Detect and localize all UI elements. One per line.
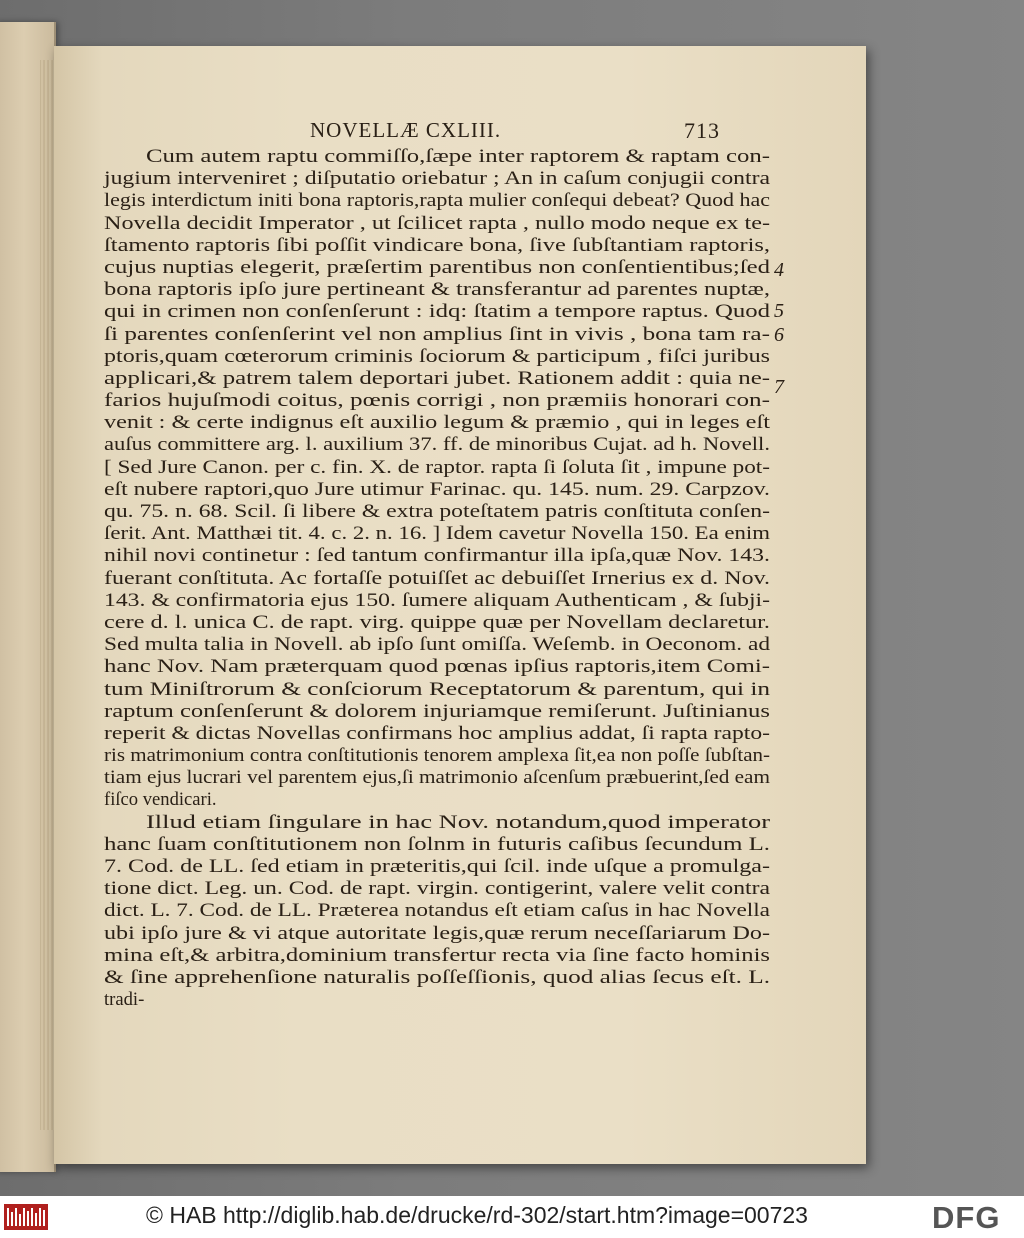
text-line [104, 989, 770, 1011]
text-line-content: dict. L. 7. Cod. de LL. Præterea notandus eſt etiam caſus in hac Novella [104, 900, 770, 922]
text-line-content: ris matrimonium contra conſtitutionis tenorem amplexa ſit,ea non poſſe ſubſtan- [104, 745, 771, 767]
text-line-content: applicari,& patrem talem deportari jubet. Rationem addit : quia ne- [104, 367, 771, 389]
text-line [104, 789, 770, 811]
text-line [104, 590, 770, 612]
text-line-content: tradi- [104, 989, 145, 1011]
text-line [104, 479, 770, 501]
text-line [104, 235, 770, 257]
text-line [104, 168, 770, 190]
text-line-content: hanc ſuam conſtitutionem non ſolnm in futuris caſibus ſecundum L. [104, 833, 770, 855]
text-line [104, 612, 770, 634]
text-line-content: ſerit. Ant. Matthæi tit. 4. c. 2. n. 16. ] Idem cavetur Novella 150. Ea enim [104, 523, 771, 545]
text-line [104, 213, 770, 235]
margin-number: 7 [774, 376, 784, 398]
text-line-content: jugium interveniret ; diſputatio oriebatur ; An in caſum conjugii contra [104, 168, 771, 190]
text-line [104, 767, 770, 789]
text-line [104, 701, 770, 723]
text-line-content: & ſine apprehenſione naturalis poſſeſſionis, quod alias ſecus eſt. L. [104, 966, 771, 988]
book-page [54, 46, 866, 1164]
text-line [104, 723, 770, 745]
text-line-content: bona raptoris ipſo jure pertineant & transferantur ad parentes nuptæ, [104, 279, 770, 301]
text-line-content: Novella decidit Imperator , ut ſcilicet rapta , nullo modo neque ex te- [104, 212, 770, 234]
text-line-content: qui in crimen non conſenſerunt : idq: ſtatim a tempore raptus. Quod [104, 301, 771, 323]
text-line-content: raptum conſenſerunt & dolorem injuriamque remiſerunt. Juſtinianus [104, 700, 770, 722]
text-line [104, 390, 770, 412]
text-line-content: fuerant conſtituta. Ac fortaſſe potuiſſet ac debuiſſet Irnerius ex d. Nov. [104, 567, 770, 589]
text-line-content: hanc Nov. Nam præterquam quod pœnas ipſius raptoris,item Comi- [104, 656, 770, 678]
text-line-content: tum Miniſtrorum & conſciorum Receptatorum & parentum, qui in [104, 678, 771, 700]
text-line-content: fiſco vendicari. [104, 789, 217, 811]
text-line [104, 812, 770, 834]
text-line [104, 967, 770, 989]
text-line [104, 745, 770, 767]
text-line-content: 7. Cod. de LL. ſed etiam in præteritis,qui ſcil. inde uſque a promulga- [104, 856, 771, 877]
text-line [104, 923, 770, 945]
text-line [104, 368, 770, 390]
text-line-content: nihil novi continetur : ſed tantum confirmantur illa ipſa,quæ Nov. 143. [104, 545, 771, 567]
text-line [104, 501, 770, 523]
text-line [104, 900, 770, 922]
text-line [104, 878, 770, 900]
copyright-link[interactable]: © HAB http://diglib.hab.de/drucke/rd-302/start.htm?image=00723 [146, 1202, 808, 1228]
text-line [104, 945, 770, 967]
text-line-content: ptoris,quam cœterorum criminis ſociorum & participum , fiſci juribus [104, 345, 770, 367]
page-text-block [104, 118, 770, 1011]
text-line-content: [ Sed Jure Canon. per c. fin. X. de raptor. rapta ſi ſoluta ſit , impune pot- [104, 456, 770, 478]
text-line-content: ſi parentes conſenſerint vel non amplius ſint in vivis , bona tam ra- [104, 323, 771, 345]
text-line [104, 679, 770, 701]
text-line-content: 143. & confirmatoria ejus 150. ſumere aliquam Authenticam , & ſubji- [104, 589, 771, 611]
running-title: NOVELLÆ CXLIII. [310, 118, 502, 142]
text-line-content: reperit & dictas Novellas confirmans hoc amplius addat, ſi rapta rapto- [104, 722, 770, 744]
text-line-content: tione dict. Leg. un. Cod. de rapt. virgin. contigerint, valere velit contra [104, 878, 771, 900]
page-number: 713 [684, 118, 720, 143]
hab-logo-icon [4, 1204, 48, 1230]
body-text [104, 146, 770, 1011]
text-line [104, 856, 770, 878]
text-line [104, 324, 770, 346]
text-line [104, 412, 770, 434]
text-line [104, 834, 770, 856]
text-line [104, 434, 770, 456]
text-line [104, 346, 770, 368]
margin-number: 6 [774, 324, 784, 346]
text-line [104, 656, 770, 678]
dfg-logo: DFG [932, 1200, 1001, 1235]
text-line [104, 146, 770, 168]
text-line [104, 634, 770, 656]
text-line-content: ubi ipſo jure & vi atque autoritate legis,quæ rerum neceſſariarum Do- [104, 922, 770, 944]
text-line [104, 190, 770, 212]
text-line-content: Sed multa talia in Novell. ab ipſo ſunt omiſſa. Weſemb. in Oeconom. ad [104, 634, 771, 656]
text-line-content: Cum autem raptu commiſſo,ſæpe inter raptorem & raptam con- [146, 146, 771, 167]
text-line [104, 545, 770, 567]
text-line-content: tiam ejus lucrari vel parentem ejus,ſi matrimonio aſcenſum præbuerint,ſed eam [104, 767, 770, 789]
margin-number: 5 [774, 300, 784, 322]
text-line [104, 279, 770, 301]
text-line-content: mina eſt,& arbitra,dominium transfertur recta via ſine facto hominis [104, 944, 770, 966]
text-line-content: qu. 75. n. 68. Scil. ſi libere & extra poteſtatem patris conſtituta conſen- [104, 501, 770, 522]
text-line-content: cujus nuptias elegerit, præſertim parentibus non conſentientibus;ſed [104, 256, 770, 278]
footer-bar [0, 1196, 1024, 1238]
text-line-content: legis interdictum initi bona raptoris,rapta mulier conſequi debeat? Quod hac [104, 190, 771, 212]
page-header [104, 118, 770, 146]
text-line-content: eſt nubere raptori,quo Jure utimur Farinac. qu. 145. num. 29. Carpzov. [104, 478, 770, 500]
text-line-content: Illud etiam ſingulare in hac Nov. notandum,quod imperator [146, 811, 770, 833]
text-line-content: ſtamento raptoris ſibi poſſit vindicare bona, ſive ſubſtantiam raptoris, [104, 234, 771, 256]
text-line [104, 301, 770, 323]
page-stack-edge [40, 60, 54, 1130]
text-line [104, 457, 770, 479]
margin-number: 4 [774, 259, 784, 281]
text-line-content: cere d. l. unica C. de rapt. virg. quippe quæ per Novellam declaretur. [104, 611, 770, 633]
text-line [104, 568, 770, 590]
text-line-content: farios hujuſmodi coitus, pœnis corrigi , non præmiis honorari con- [104, 390, 770, 412]
text-line [104, 257, 770, 279]
text-line [104, 523, 770, 545]
text-line-content: auſus committere arg. l. auxilium 37. ff. de minoribus Cujat. ad h. Novell. [104, 434, 770, 456]
margin-numbers [774, 118, 814, 518]
text-line-content: venit : & certe indignus eſt auxilio legum & præmio , qui in leges eſt [104, 412, 770, 434]
